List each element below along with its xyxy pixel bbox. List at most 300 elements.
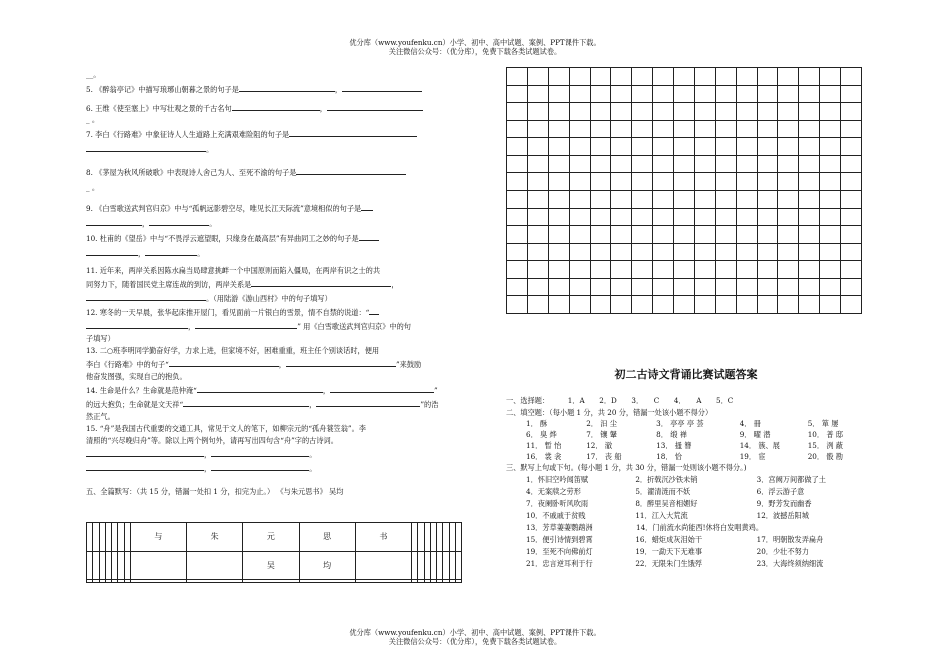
recite-answer: 19．一勐天下无难事 — [635, 546, 703, 556]
choice-answer: A — [696, 395, 702, 405]
grid-cell — [778, 261, 799, 279]
choice-answer: 5．C — [716, 395, 734, 405]
question-7: 7. 李白《行路难》中象征诗人人生道路上充满艰难险阻的句子是 — [86, 128, 462, 139]
fill-answer: 18． 恰 — [656, 451, 682, 461]
grid-cell — [507, 208, 528, 226]
grid-cell — [611, 243, 632, 261]
grid-row — [507, 155, 862, 173]
question-10-cont: ， 。 — [86, 247, 462, 258]
grid-cell — [778, 120, 799, 138]
grid-cell — [841, 138, 862, 156]
grid-cell — [590, 103, 611, 121]
grid-cell — [569, 138, 590, 156]
grid-cell — [694, 173, 715, 191]
recite-answer-row — [526, 559, 866, 568]
grid-cell — [820, 261, 841, 279]
recite-answer: 3．宫阙万间都做了土 — [756, 474, 826, 484]
grid-cell — [715, 261, 736, 279]
grid-cell — [694, 190, 715, 208]
grid-cell — [820, 120, 841, 138]
recite-answer: 6．浮云游子意 — [756, 486, 805, 496]
question-6: 6. 王维《使至塞上》中写壮观之景的千古名句 ， — [86, 102, 462, 113]
grid-cell — [548, 190, 569, 208]
grid-cell — [611, 120, 632, 138]
grid-cell — [715, 68, 736, 86]
grid-cell — [653, 155, 674, 173]
grid-cell — [527, 278, 548, 296]
grid-cell — [653, 208, 674, 226]
grid-cell — [757, 103, 778, 121]
grid-cell — [799, 296, 820, 314]
grid-cell — [632, 173, 653, 191]
grid-row — [507, 190, 862, 208]
fill-answer: 15． 洌 蔽 — [807, 440, 843, 450]
grid-cell — [757, 261, 778, 279]
grid-cell — [799, 190, 820, 208]
grid-cell — [632, 296, 653, 314]
fill-answer: 10． 普 邸 — [807, 429, 843, 439]
grid-cell — [820, 278, 841, 296]
grid-cell — [841, 243, 862, 261]
grid-cell — [653, 226, 674, 244]
grid-cell — [799, 243, 820, 261]
grid-cell — [548, 85, 569, 103]
grid-cell — [590, 261, 611, 279]
choice-answer: 2．D — [599, 395, 617, 405]
grid-row — [507, 68, 862, 86]
grid-cell — [548, 208, 569, 226]
grid-cell — [569, 155, 590, 173]
grid-cell — [841, 261, 862, 279]
grid-cell — [611, 85, 632, 103]
grid-cell — [820, 68, 841, 86]
question-13a: 13. 二○班李明同学勤奋好学，力求上进，但家境不好，困难重重，班主任个别谈话时，便用 — [86, 346, 380, 355]
fill-answer-row — [526, 430, 866, 439]
fill-answer: 14． 簇、展 — [739, 440, 780, 450]
grid-cell — [569, 190, 590, 208]
grid-cell — [632, 68, 653, 86]
grid-cell — [674, 85, 695, 103]
grid-cell — [527, 85, 548, 103]
fill-answer-row — [526, 441, 866, 450]
choice-answer: 4． — [673, 395, 686, 405]
grid-cell — [674, 208, 695, 226]
grid-cell — [715, 173, 736, 191]
fill-answer: 16． 裳 衾 — [526, 451, 562, 461]
footer-line-2: 关注微信公众号：（优分库），免费下载各类试题试卷。 — [388, 637, 562, 646]
recite-answer: 14．门前流水尚能西!休将白发唱黄鸡。 — [636, 522, 764, 532]
grid-cell — [841, 296, 862, 314]
grid-cell — [736, 190, 757, 208]
grid-cell — [757, 68, 778, 86]
grid-cell — [527, 173, 548, 191]
grid-cell — [799, 120, 820, 138]
grid-cell — [799, 68, 820, 86]
grid-cell — [527, 103, 548, 121]
section-5-heading: 五、全篇默写：（共 15 分，错漏一处扣 1 分，扣完为止。） 《与朱元思书》 吴均 — [86, 487, 344, 496]
fill-answer: 1． 酥 — [526, 418, 548, 428]
grid-cell — [674, 155, 695, 173]
grid-cell — [778, 190, 799, 208]
section-2-grid — [506, 419, 866, 461]
grid-cell — [694, 138, 715, 156]
grid-cell — [548, 138, 569, 156]
grid-cell — [527, 208, 548, 226]
page-header-bottom — [0, 628, 950, 646]
grid-cell — [527, 226, 548, 244]
grid-cell — [736, 173, 757, 191]
grid-cell — [632, 103, 653, 121]
grid-cell — [841, 190, 862, 208]
grid-cell — [778, 208, 799, 226]
grid-cell — [778, 103, 799, 121]
recite-answer: 15．便引诗情到碧霄 — [526, 534, 593, 544]
grid-cell — [507, 138, 528, 156]
grid-cell — [674, 173, 695, 191]
grid-cell — [569, 226, 590, 244]
recite-answer: 17．明朝散发弄扁舟 — [756, 534, 824, 544]
grid-cell — [507, 68, 528, 86]
grid-cell — [548, 103, 569, 121]
grid-cell — [820, 138, 841, 156]
recite-answer: 9．野芳发而幽香 — [756, 498, 812, 508]
grid-cell — [757, 226, 778, 244]
section-1-line — [506, 396, 866, 405]
recite-answer: 4．无案牍之劳形 — [526, 486, 581, 496]
grid-cell — [590, 138, 611, 156]
grid-cell — [757, 208, 778, 226]
grid-cell — [694, 226, 715, 244]
grid-cell — [507, 190, 528, 208]
grid-cell — [841, 85, 862, 103]
answer-title: 初二古诗文背诵比赛试题答案 — [614, 368, 758, 381]
grid-cell — [611, 261, 632, 279]
grid-cell — [527, 190, 548, 208]
grid-cell — [653, 68, 674, 86]
question-12c: 子填写） — [86, 334, 115, 343]
grid-cell — [694, 208, 715, 226]
grid-cell — [611, 278, 632, 296]
grid-cell — [548, 155, 569, 173]
grid-cell — [548, 173, 569, 191]
grid-cell — [757, 120, 778, 138]
grid-cell — [611, 173, 632, 191]
choice-answer: 3． — [631, 395, 644, 405]
grid-cell — [736, 155, 757, 173]
recite-answer: 19．至死不向佛前灯 — [526, 546, 593, 556]
fill-answer: 11． 暂 怡 — [526, 440, 562, 450]
grid-cell-title-char: 元 — [243, 523, 299, 552]
grid-cell — [841, 120, 862, 138]
grid-cell — [674, 278, 695, 296]
grid-cell — [820, 155, 841, 173]
grid-cell — [611, 103, 632, 121]
question-12a: 12. 寒冬的一天早晨，张华起床推开屋门，看见面前一片银白的雪景，情不自禁的说道：“ — [86, 306, 462, 317]
grid-cell — [632, 243, 653, 261]
grid-cell — [611, 296, 632, 314]
grid-cell — [778, 155, 799, 173]
question-10: 10. 杜甫的《望岳》中与“不畏浮云遮望眼，只缘身在最高层”有异曲同工之妙的句子是 — [86, 232, 462, 243]
grid-cell — [527, 261, 548, 279]
grid-row — [87, 523, 462, 552]
grid-cell — [548, 296, 569, 314]
question-15b: 清照的“兴尽晚归舟”等。除以上两个例句外，请再写出四句含“舟”字的古诗词。 — [86, 436, 338, 445]
question-13d: 他奋发图强，实现自己的抱负。 — [86, 372, 187, 381]
grid-cell — [799, 155, 820, 173]
grid-cell — [632, 261, 653, 279]
grid-cell — [694, 261, 715, 279]
recite-answer: 22．无限朱门生饿殍 — [635, 558, 703, 568]
grid-cell — [736, 261, 757, 279]
recite-answer: 16．蜡炬成灰泪始干 — [635, 534, 703, 544]
fill-answer: 19． 宦 — [739, 451, 766, 461]
grid-cell — [715, 278, 736, 296]
left-writing-grid — [86, 522, 462, 583]
grid-cell — [653, 190, 674, 208]
grid-cell — [653, 138, 674, 156]
grid-row — [507, 120, 862, 138]
grid-cell — [569, 261, 590, 279]
grid-cell — [715, 243, 736, 261]
grid-row — [507, 296, 862, 314]
grid-cell — [841, 208, 862, 226]
left-questions — [86, 70, 462, 496]
grid-cell — [548, 68, 569, 86]
grid-cell — [674, 103, 695, 121]
grid-row — [87, 551, 462, 580]
section-2-label: 二、填空题：（每小题 1 分，共 20 分，错漏一处该小题不得分） — [506, 407, 713, 417]
fill-answer: 9． 曜 潜 — [739, 429, 771, 439]
grid-cell — [736, 296, 757, 314]
grid-cell — [715, 138, 736, 156]
grid-cell-title-char: 与 — [130, 523, 186, 552]
grid-cell — [841, 278, 862, 296]
grid-cell — [548, 278, 569, 296]
grid-cell — [778, 296, 799, 314]
grid-cell — [548, 226, 569, 244]
grid-cell — [569, 85, 590, 103]
question-11b: 同努力下，随着国民党主席连战的到访，两岸关系是 ， — [86, 280, 399, 289]
grid-cell — [715, 208, 736, 226]
grid-cell — [653, 243, 674, 261]
grid-cell — [507, 120, 528, 138]
recite-answer-row — [526, 499, 866, 508]
grid-cell — [569, 278, 590, 296]
grid-cell — [632, 226, 653, 244]
recite-answer-row — [526, 535, 866, 544]
fill-answer-row — [526, 452, 866, 461]
grid-cell — [569, 243, 590, 261]
grid-cell — [778, 68, 799, 86]
recite-answer: 7．夜阑卧听风吹雨 — [526, 498, 589, 508]
fill-answer: 12． 澈 — [586, 440, 613, 450]
grid-cell — [674, 68, 695, 86]
grid-cell — [841, 226, 862, 244]
grid-row — [507, 261, 862, 279]
grid-row — [507, 173, 862, 191]
grid-cell — [590, 173, 611, 191]
question-11a: 11. 近年来，两岸关系因陈水扁当局肆意挑衅一个中国原则而陷入僵局，在两岸有识之士的共 — [86, 266, 381, 275]
grid-cell — [736, 120, 757, 138]
grid-cell — [590, 120, 611, 138]
grid-cell — [632, 120, 653, 138]
question-14b: 的远大抱负；生命就是文天祥“ ， ”的浩 — [86, 400, 439, 409]
grid-row — [507, 85, 862, 103]
grid-cell — [590, 226, 611, 244]
grid-cell — [778, 243, 799, 261]
question-5: 5. 《醉翁亭记》中描写琅琊山朝暮之景的句子是 ， — [86, 83, 462, 94]
grid-cell — [694, 85, 715, 103]
grid-cell — [611, 190, 632, 208]
grid-cell — [694, 120, 715, 138]
grid-cell — [736, 278, 757, 296]
question-12b: ， ” 用《白雪歌送武判官归京》中的句 — [86, 320, 462, 331]
grid-cell — [569, 173, 590, 191]
section-3-label: 三、默写上句或下句。(每小题 1 分，共 30 分，错漏一处则该小题不得分。) — [506, 462, 747, 472]
grid-cell — [569, 103, 590, 121]
grid-cell — [757, 278, 778, 296]
grid-cell — [715, 85, 736, 103]
grid-cell — [548, 261, 569, 279]
grid-cell — [778, 226, 799, 244]
grid-cell — [611, 208, 632, 226]
grid-cell — [799, 208, 820, 226]
grid-cell — [694, 68, 715, 86]
grid-cell — [590, 190, 611, 208]
grid-cell — [694, 243, 715, 261]
grid-cell — [841, 173, 862, 191]
grid-cell — [611, 155, 632, 173]
grid-cell — [507, 155, 528, 173]
grid-cell — [653, 103, 674, 121]
grid-cell — [820, 243, 841, 261]
choice-answer: 1．A — [567, 395, 585, 405]
question-15-blanks-2: ， 。 — [86, 462, 462, 473]
grid-cell — [611, 226, 632, 244]
grid-cell — [736, 138, 757, 156]
recite-answer-row — [526, 523, 866, 532]
footer-line-1: 优分库（www.youfenku.cn）小学、初中、高中试题、案例、PPT课件下载。 — [349, 628, 601, 637]
fill-answer-row — [526, 419, 866, 428]
grid-cell — [674, 120, 695, 138]
grid-cell — [799, 226, 820, 244]
grid-cell — [820, 173, 841, 191]
grid-cell — [590, 296, 611, 314]
grid-cell — [757, 173, 778, 191]
fill-answer: 5． 箪 屡 — [807, 418, 839, 428]
grid-cell — [590, 155, 611, 173]
grid-cell — [736, 103, 757, 121]
grid-cell — [548, 243, 569, 261]
grid-cell — [757, 138, 778, 156]
grid-cell — [674, 296, 695, 314]
header-line-1: 优分库（www.youfenku.cn）小学、初中、高中试题、案例、PPT课件下载。 — [349, 38, 601, 47]
section-3-grid — [506, 475, 866, 568]
grid-cell-author-char: 均 — [299, 551, 355, 580]
grid-cell — [507, 103, 528, 121]
grid-cell — [674, 190, 695, 208]
grid-cell — [736, 226, 757, 244]
fill-answer: 17． 丧 船 — [586, 451, 622, 461]
grid-cell — [799, 85, 820, 103]
grid-cell — [569, 68, 590, 86]
grid-row — [507, 208, 862, 226]
grid-cell — [507, 173, 528, 191]
grid-cell — [778, 278, 799, 296]
grid-cell — [569, 120, 590, 138]
grid-cell — [653, 85, 674, 103]
question-9: 9. 《白雪歌送武判官归京》中与“孤帆远影碧空尽，唯见长江天际流”意境相似的句子是 — [86, 202, 462, 213]
grid-cell — [757, 190, 778, 208]
grid-row — [507, 103, 862, 121]
question-14a: 14. 生命是什么？生命就是范仲淹“ ， ” — [86, 386, 438, 395]
fill-answer: 20． 骰 勘 — [807, 451, 843, 461]
recite-answer: 13．芳草萋萋鹦鹉洲 — [526, 522, 593, 532]
fill-answer: 4． 冊 — [739, 418, 761, 428]
grid-cell — [736, 68, 757, 86]
grid-cell — [507, 278, 528, 296]
grid-cell — [507, 261, 528, 279]
recite-answer: 5．濯清涟而不妖 — [635, 486, 691, 496]
grid-cell — [799, 173, 820, 191]
grid-cell — [632, 208, 653, 226]
recite-answer: 10．不戚戚于贫贱 — [526, 510, 586, 520]
grid-row — [507, 138, 862, 156]
grid-cell — [715, 296, 736, 314]
question-15-blanks-1: ， 。 — [86, 448, 462, 459]
recite-answer: 2．折戟沉沙铁未销 — [635, 474, 698, 484]
right-writing-grid — [506, 67, 862, 314]
grid-cell — [527, 68, 548, 86]
recite-answer: 21．忠言逆耳利于行 — [526, 558, 593, 568]
grid-cell — [841, 68, 862, 86]
recite-answer: 11．江入大荒流 — [635, 510, 688, 520]
question-11c: 。（用陆游《游山西村》中的句子填写） — [86, 292, 462, 303]
recite-answer-row — [526, 547, 866, 556]
answer-key — [506, 368, 866, 568]
grid-cell-title-char: 思 — [299, 523, 355, 552]
grid-cell — [674, 138, 695, 156]
grid-cell — [820, 226, 841, 244]
grid-cell — [611, 138, 632, 156]
recite-answer: 12．波撼岳阳城 — [756, 510, 809, 520]
grid-cell — [799, 103, 820, 121]
grid-cell — [527, 155, 548, 173]
grid-row — [507, 226, 862, 244]
grid-cell — [590, 68, 611, 86]
grid-cell — [590, 278, 611, 296]
grid-cell-title-char: 书 — [355, 523, 411, 552]
grid-cell — [653, 296, 674, 314]
grid-cell — [799, 278, 820, 296]
recite-answer-row — [526, 511, 866, 520]
grid-cell — [715, 103, 736, 121]
question-8-cont: _ 。 — [86, 183, 100, 192]
question-8: 8. 《茅屋为秋风所破歌》中表现诗人舍己为人、至死不渝的句子是 — [86, 166, 462, 177]
grid-cell — [736, 243, 757, 261]
grid-cell — [715, 155, 736, 173]
grid-row — [87, 580, 462, 583]
fill-answer: 3． 亭亭 亭 荟 — [656, 418, 704, 428]
recite-answer-row — [526, 487, 866, 496]
fill-answer: 13． 搔 簪 — [656, 440, 692, 450]
grid-row — [507, 278, 862, 296]
recite-answer-row — [526, 475, 866, 484]
grid-cell — [820, 190, 841, 208]
grid-cell — [590, 208, 611, 226]
grid-cell — [507, 85, 528, 103]
grid-cell — [820, 208, 841, 226]
